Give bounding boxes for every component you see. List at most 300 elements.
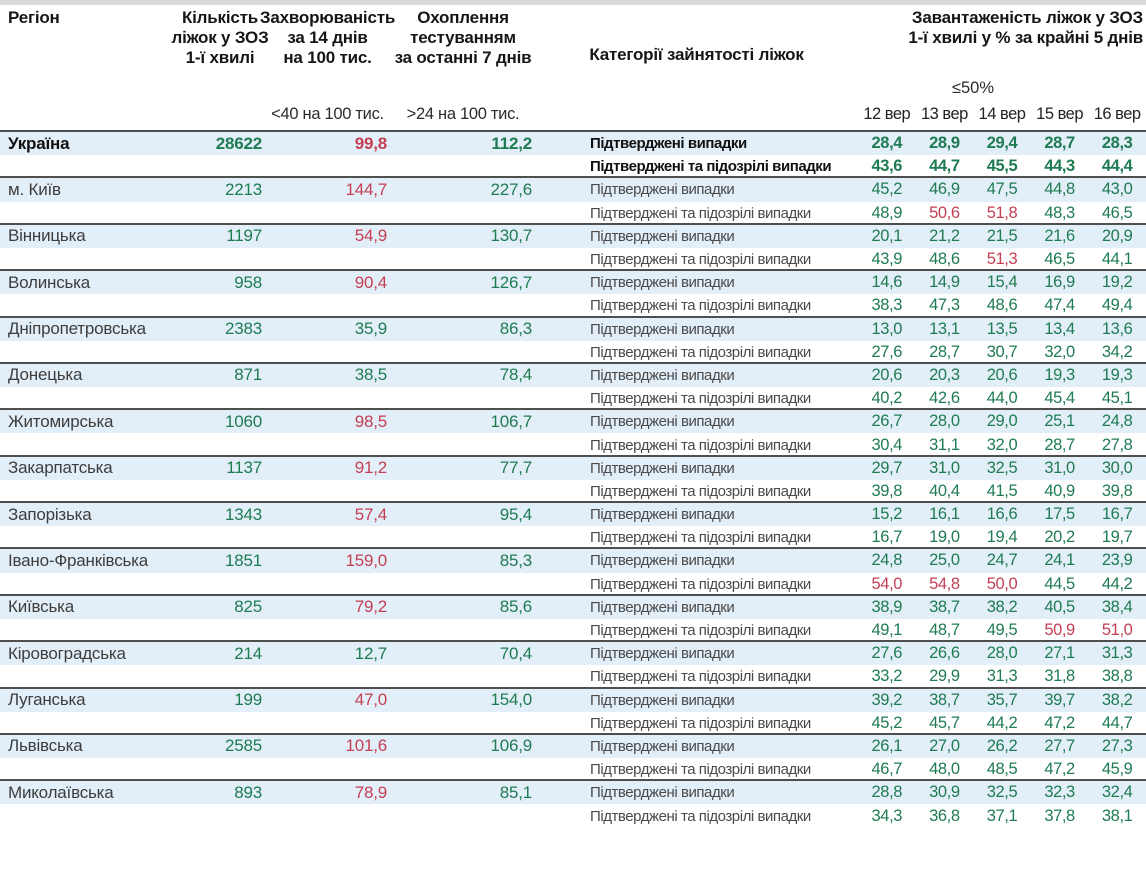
incidence-value: 12,7: [354, 643, 387, 663]
occupancy-value: 32,0: [986, 435, 1018, 454]
occupancy-value: 44,3: [1044, 157, 1075, 176]
occupancy-value: 44,0: [986, 389, 1018, 408]
region-group: [0, 501, 1146, 547]
table-row: [0, 271, 1146, 294]
occupancy-value: 40,9: [1044, 481, 1075, 500]
testing-value: 154,0: [490, 690, 532, 710]
date-header: 16 вер: [1093, 105, 1141, 123]
incidence-value: 47,0: [354, 690, 387, 710]
incidence-value: 79,2: [354, 597, 387, 617]
region-group: [0, 223, 1146, 269]
beds-value: 958: [234, 272, 262, 292]
region-name: Миколаївська: [8, 782, 114, 802]
occupancy-value: 26,6: [929, 644, 960, 663]
occupancy-value: 46,5: [1101, 203, 1133, 222]
occupancy-value: 45,2: [871, 180, 903, 199]
region-name: Київська: [8, 597, 74, 617]
column-header-incidence-line1: Захворюваність: [259, 8, 396, 27]
occupancy-value: 30,9: [929, 783, 960, 802]
category-label: Підтверджені випадки: [590, 784, 735, 802]
beds-value: 1851: [224, 550, 262, 570]
table-row: [0, 225, 1146, 248]
table-row: [0, 665, 1146, 688]
occupancy-value: 27,0: [929, 736, 960, 755]
table-row: [0, 503, 1146, 526]
region-name: Львівська: [8, 736, 83, 756]
occupancy-value: 27,8: [1101, 435, 1133, 454]
occupancy-value: 51,8: [986, 203, 1018, 222]
category-label: Підтверджені та підозрілі випадки: [590, 297, 811, 315]
occupancy-value: 25,0: [929, 551, 960, 570]
occupancy-value: 28,7: [1044, 435, 1075, 454]
category-label: Підтверджені випадки: [590, 691, 735, 709]
occupancy-value: 38,7: [929, 597, 960, 616]
testing-value: 70,4: [499, 643, 532, 663]
occupancy-value: 45,5: [986, 157, 1018, 176]
testing-value: 86,3: [499, 319, 532, 339]
table-row: [0, 804, 1146, 827]
occupancy-value: 16,9: [1044, 273, 1075, 292]
occupancy-value: 44,7: [1101, 713, 1133, 732]
occupancy-value: 43,6: [871, 157, 903, 176]
occupancy-value: 28,3: [1101, 134, 1133, 153]
occupancy-value: 32,5: [986, 458, 1018, 477]
occupancy-value: 40,4: [929, 481, 960, 500]
region-name: Кіровоградська: [8, 643, 126, 663]
table-row: [0, 526, 1146, 549]
region-name: Волинська: [8, 272, 91, 292]
region-group: [0, 733, 1146, 779]
occupancy-value: 34,2: [1101, 342, 1133, 361]
occupancy-value: 48,0: [929, 760, 960, 779]
table-row: [0, 318, 1146, 341]
incidence-value: 99,8: [354, 133, 387, 153]
beds-value: 893: [234, 782, 262, 802]
table-row: [0, 596, 1146, 619]
table-row: [0, 573, 1146, 596]
occupancy-value: 38,8: [1101, 667, 1133, 686]
column-header-incidence-line2: за 14 днів: [287, 28, 368, 47]
beds-value: 199: [234, 690, 262, 710]
column-header-testing-line2: тестуванням: [410, 28, 516, 47]
category-label: Підтверджені та підозрілі випадки: [590, 714, 811, 732]
occupancy-value: 25,1: [1044, 412, 1075, 431]
region-group: [0, 130, 1146, 176]
occupancy-value: 30,0: [1101, 458, 1133, 477]
category-label: Підтверджені та підозрілі випадки: [590, 529, 811, 547]
incidence-threshold-note: <40 на 100 тис.: [271, 105, 384, 123]
occupancy-value: 41,5: [986, 481, 1018, 500]
region-group: [0, 640, 1146, 686]
beds-value: 825: [234, 597, 262, 617]
occupancy-value: 45,7: [929, 713, 960, 732]
occupancy-value: 31,3: [986, 667, 1018, 686]
occupancy-value: 31,0: [929, 458, 960, 477]
region-name: Запорізька: [8, 504, 92, 524]
incidence-value: 144,7: [345, 179, 387, 199]
region-group: [0, 455, 1146, 501]
occupancy-value: 45,9: [1101, 760, 1133, 779]
occupancy-value: 13,5: [986, 319, 1018, 338]
occupancy-value: 20,3: [929, 365, 960, 384]
category-label: Підтверджені випадки: [590, 227, 735, 245]
occupancy-value: 16,6: [986, 505, 1018, 524]
table-row: [0, 433, 1146, 456]
region-group: [0, 594, 1146, 640]
table-row: [0, 155, 1146, 178]
incidence-value: 38,5: [354, 365, 387, 385]
occupancy-value: 29,0: [986, 412, 1018, 431]
table-row: [0, 294, 1146, 317]
table-row: [0, 178, 1146, 201]
table-header: [0, 5, 1146, 130]
occupancy-value: 20,6: [871, 365, 903, 384]
testing-value: 78,4: [499, 365, 532, 385]
table-row: [0, 202, 1146, 225]
table-row: [0, 132, 1146, 155]
date-headers: [858, 105, 1146, 124]
category-label: Підтверджені випадки: [590, 645, 735, 663]
occupancy-value: 31,1: [929, 435, 960, 454]
occupancy-value: 42,6: [929, 389, 960, 408]
beds-value: 1060: [224, 411, 262, 431]
occupancy-threshold-note: ≤50%: [951, 79, 995, 97]
occupancy-value: 28,0: [929, 412, 960, 431]
date-header: 13 вер: [920, 105, 968, 123]
occupancy-value: 46,7: [871, 760, 903, 779]
occupancy-value: 27,6: [871, 342, 903, 361]
category-label: Підтверджені випадки: [590, 135, 747, 153]
occupancy-value: 19,2: [1101, 273, 1133, 292]
occupancy-value: 24,1: [1044, 551, 1075, 570]
occupancy-value: 39,8: [1101, 481, 1133, 500]
column-header-beds-line2: ліжок у ЗОЗ: [171, 28, 269, 47]
occupancy-value: 32,0: [1044, 342, 1075, 361]
table-body: [0, 130, 1146, 826]
table-row: [0, 619, 1146, 642]
column-header-occupancy: [858, 8, 1143, 48]
occupancy-value: 24,8: [871, 551, 903, 570]
category-label: Підтверджені випадки: [590, 737, 735, 755]
category-label: Підтверджені випадки: [590, 598, 735, 616]
occupancy-value: 44,2: [986, 713, 1018, 732]
category-label: Підтверджені та підозрілі випадки: [590, 343, 811, 361]
occupancy-value: 33,2: [871, 667, 903, 686]
region-name: Дніпропетровська: [8, 319, 146, 339]
table-row: [0, 480, 1146, 503]
occupancy-value: 34,3: [871, 806, 903, 825]
incidence-value: 91,2: [354, 458, 387, 478]
occupancy-value: 30,4: [871, 435, 903, 454]
testing-value: 112,2: [491, 133, 532, 153]
occupancy-value: 14,6: [871, 273, 903, 292]
incidence-value: 101,6: [345, 736, 387, 756]
column-header-testing-line1: Охоплення: [417, 8, 509, 27]
occupancy-value: 54,8: [929, 574, 960, 593]
region-name: Донецька: [8, 365, 83, 385]
column-header-incidence-line3: на 100 тис.: [283, 48, 372, 67]
occupancy-value: 38,1: [1101, 806, 1133, 825]
occupancy-value: 51,0: [1101, 621, 1133, 640]
occupancy-value: 38,4: [1101, 597, 1133, 616]
column-header-category: Категорії зайнятості ліжок: [589, 45, 804, 64]
occupancy-value: 40,5: [1044, 597, 1075, 616]
occupancy-value: 17,5: [1044, 505, 1075, 524]
occupancy-value: 21,5: [986, 226, 1018, 245]
occupancy-value: 39,8: [871, 481, 903, 500]
occupancy-value: 26,2: [986, 736, 1018, 755]
category-label: Підтверджені випадки: [590, 320, 735, 338]
category-label: Підтверджені випадки: [590, 366, 735, 384]
region-name: Україна: [8, 133, 70, 153]
occupancy-value: 20,6: [986, 365, 1018, 384]
occupancy-value: 26,1: [871, 736, 903, 755]
category-label: Підтверджені випадки: [590, 552, 735, 570]
occupancy-value: 50,6: [929, 203, 960, 222]
date-header: 14 вер: [978, 105, 1026, 123]
occupancy-value: 16,7: [871, 528, 903, 547]
region-name: м. Київ: [8, 179, 61, 199]
occupancy-value: 44,8: [1044, 180, 1075, 199]
occupancy-value: 54,0: [871, 574, 903, 593]
category-label: Підтверджені та підозрілі випадки: [590, 390, 811, 408]
category-label: Підтверджені випадки: [590, 274, 735, 292]
testing-value: 77,7: [499, 458, 532, 478]
date-header: 12 вер: [863, 105, 911, 123]
testing-threshold-note: >24 на 100 тис.: [406, 105, 520, 123]
occupancy-value: 27,6: [871, 644, 903, 663]
occupancy-value: 32,5: [986, 783, 1018, 802]
incidence-value: 57,4: [354, 504, 387, 524]
occupancy-value: 49,5: [986, 621, 1018, 640]
category-label: Підтверджені та підозрілі випадки: [590, 158, 832, 176]
region-name: Закарпатська: [8, 458, 113, 478]
category-label: Підтверджені та підозрілі випадки: [590, 575, 811, 593]
occupancy-value: 45,4: [1044, 389, 1075, 408]
occupancy-value: 38,3: [871, 296, 903, 315]
occupancy-value: 46,5: [1044, 250, 1075, 269]
occupancy-value: 23,9: [1101, 551, 1133, 570]
occupancy-value: 45,2: [871, 713, 903, 732]
occupancy-value: 44,2: [1101, 574, 1133, 593]
occupancy-value: 32,3: [1044, 783, 1075, 802]
testing-value: 95,4: [499, 504, 532, 524]
testing-value: 106,9: [490, 736, 532, 756]
category-label: Підтверджені випадки: [590, 181, 735, 199]
occupancy-value: 44,4: [1101, 157, 1133, 176]
beds-value: 214: [234, 643, 262, 663]
occupancy-value: 28,7: [1044, 134, 1075, 153]
table-row: [0, 689, 1146, 712]
region-name: Вінницька: [8, 226, 86, 246]
occupancy-value: 48,9: [871, 203, 903, 222]
category-label: Підтверджені та підозрілі випадки: [590, 761, 811, 779]
beds-value: 2213: [224, 179, 262, 199]
table-row: [0, 364, 1146, 387]
occupancy-value: 20,9: [1101, 226, 1133, 245]
occupancy-value: 28,7: [929, 342, 960, 361]
occupancy-value: 44,7: [929, 157, 960, 176]
testing-value: 130,7: [490, 226, 532, 246]
column-header-region: Регіон: [8, 8, 60, 27]
category-label: Підтверджені та підозрілі випадки: [590, 482, 811, 500]
occupancy-value: 50,0: [986, 574, 1018, 593]
occupancy-value: 50,9: [1044, 621, 1075, 640]
occupancy-value: 13,1: [929, 319, 960, 338]
occupancy-value: 19,4: [986, 528, 1018, 547]
occupancy-value: 48,7: [929, 621, 960, 640]
region-group: [0, 547, 1146, 593]
testing-value: 85,6: [499, 597, 532, 617]
category-label: Підтверджені та підозрілі випадки: [590, 436, 811, 454]
testing-value: 126,7: [490, 272, 532, 292]
occupancy-value: 14,9: [929, 273, 960, 292]
column-header-occupancy-line1: Завантаженість ліжок у ЗОЗ: [911, 8, 1143, 27]
occupancy-value: 26,7: [871, 412, 903, 431]
occupancy-value: 28,0: [986, 644, 1018, 663]
occupancy-value: 24,7: [986, 551, 1018, 570]
occupancy-value: 29,4: [986, 134, 1018, 153]
column-header-testing-line3: за останні 7 днів: [394, 48, 532, 67]
occupancy-value: 15,4: [986, 273, 1018, 292]
incidence-value: 98,5: [354, 411, 387, 431]
table-row: [0, 758, 1146, 781]
category-label: Підтверджені та підозрілі випадки: [590, 251, 811, 269]
table-row: [0, 642, 1146, 665]
occupancy-value: 27,7: [1044, 736, 1075, 755]
occupancy-value: 19,3: [1101, 365, 1133, 384]
occupancy-value: 43,0: [1101, 180, 1133, 199]
occupancy-value: 44,1: [1101, 250, 1133, 269]
occupancy-value: 28,9: [929, 134, 960, 153]
occupancy-value: 32,4: [1101, 783, 1133, 802]
table-row: [0, 341, 1146, 364]
occupancy-value: 21,6: [1044, 226, 1075, 245]
occupancy-value: 30,7: [986, 342, 1018, 361]
table-row: [0, 735, 1146, 758]
testing-value: 85,1: [499, 782, 532, 802]
occupancy-value: 46,9: [929, 180, 960, 199]
occupancy-value: 13,6: [1101, 319, 1133, 338]
region-group: [0, 316, 1146, 362]
category-label: Підтверджені випадки: [590, 459, 735, 477]
occupancy-value: 43,9: [871, 250, 903, 269]
region-name: Луганська: [8, 690, 86, 710]
occupancy-value: 19,7: [1101, 528, 1133, 547]
occupancy-value: 40,2: [871, 389, 903, 408]
region-group: [0, 176, 1146, 222]
region-name: Івано-Франківська: [8, 550, 149, 570]
occupancy-value: 44,5: [1044, 574, 1075, 593]
occupancy-value: 38,7: [929, 690, 960, 709]
occupancy-value: 21,2: [929, 226, 960, 245]
testing-value: 227,6: [490, 179, 532, 199]
table-row: [0, 712, 1146, 735]
occupancy-value: 19,0: [929, 528, 960, 547]
testing-value: 106,7: [490, 411, 532, 431]
occupancy-value: 31,0: [1044, 458, 1075, 477]
occupancy-value: 13,4: [1044, 319, 1075, 338]
table-row: [0, 410, 1146, 433]
category-label: Підтверджені та підозрілі випадки: [590, 204, 811, 222]
occupancy-value: 38,9: [871, 597, 903, 616]
occupancy-value: 20,2: [1044, 528, 1075, 547]
occupancy-value: 51,3: [986, 250, 1018, 269]
table-row: [0, 781, 1146, 804]
occupancy-value: 37,1: [986, 806, 1018, 825]
occupancy-value: 48,5: [986, 760, 1018, 779]
occupancy-value: 16,1: [929, 505, 960, 524]
occupancy-value: 27,3: [1101, 736, 1133, 755]
occupancy-value: 39,2: [871, 690, 903, 709]
occupancy-value: 29,9: [929, 667, 960, 686]
occupancy-value: 36,8: [929, 806, 960, 825]
occupancy-value: 47,2: [1044, 713, 1075, 732]
beds-value: 2585: [224, 736, 262, 756]
occupancy-value: 15,2: [871, 505, 903, 524]
region-group: [0, 269, 1146, 315]
occupancy-value: 38,2: [986, 597, 1018, 616]
occupancy-value: 16,7: [1101, 505, 1133, 524]
occupancy-value: 38,2: [1101, 690, 1133, 709]
occupancy-value: 47,5: [986, 180, 1018, 199]
region-group: [0, 687, 1146, 733]
column-header-beds-line1: Кількість: [181, 8, 258, 27]
beds-value: 28622: [215, 133, 262, 153]
occupancy-value: 31,8: [1044, 667, 1075, 686]
region-group: [0, 408, 1146, 454]
beds-value: 1343: [224, 504, 262, 524]
beds-value: 2383: [224, 319, 262, 339]
beds-value: 1137: [226, 458, 262, 478]
occupancy-value: 47,3: [929, 296, 960, 315]
incidence-value: 159,0: [345, 550, 387, 570]
occupancy-value: 29,7: [871, 458, 903, 477]
region-group: [0, 779, 1146, 825]
table-row: [0, 549, 1146, 572]
region-group: [0, 362, 1146, 408]
occupancy-value: 49,1: [871, 621, 903, 640]
date-header: 15 вер: [1036, 105, 1084, 123]
occupancy-value: 28,8: [871, 783, 903, 802]
category-label: Підтверджені випадки: [590, 506, 735, 524]
region-name: Житомирська: [8, 411, 114, 431]
occupancy-value: 28,4: [871, 134, 903, 153]
occupancy-value: 47,4: [1044, 296, 1075, 315]
testing-value: 85,3: [499, 550, 532, 570]
occupancy-value: 19,3: [1044, 365, 1075, 384]
occupancy-value: 48,6: [986, 296, 1018, 315]
incidence-value: 78,9: [354, 782, 387, 802]
beds-value: 1197: [226, 226, 262, 246]
occupancy-value: 45,1: [1101, 389, 1133, 408]
category-label: Підтверджені та підозрілі випадки: [590, 668, 811, 686]
occupancy-value: 13,0: [871, 319, 903, 338]
incidence-value: 54,9: [354, 226, 387, 246]
table-row: [0, 248, 1146, 271]
occupancy-value: 35,7: [986, 690, 1018, 709]
occupancy-value: 20,1: [871, 226, 903, 245]
category-label: Підтверджені та підозрілі випадки: [590, 807, 811, 825]
occupancy-value: 48,6: [929, 250, 960, 269]
category-label: Підтверджені та підозрілі випадки: [590, 622, 811, 640]
column-header-testing: [383, 8, 543, 68]
occupancy-value: 24,8: [1101, 412, 1133, 431]
incidence-value: 90,4: [354, 272, 387, 292]
table-row: [0, 387, 1146, 410]
occupancy-value: 37,8: [1044, 806, 1075, 825]
occupancy-value: 47,2: [1044, 760, 1075, 779]
